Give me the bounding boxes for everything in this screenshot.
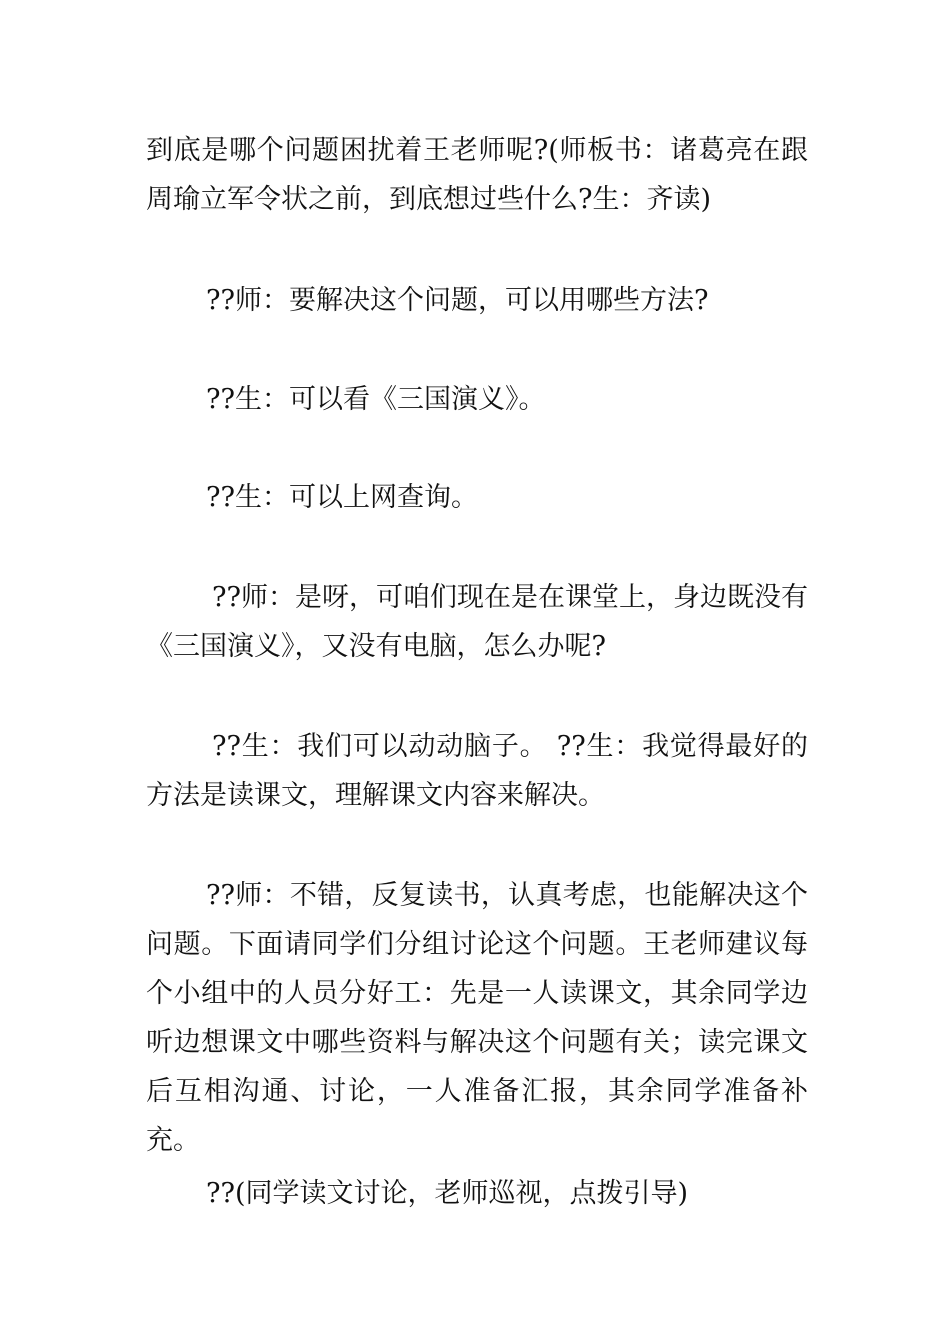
paragraph-3: ??生：可以看《三国演义》。: [206, 384, 546, 415]
paragraph-5: ??师：是呀，可咱们现在是在课堂上，身边既没有《三国演义》，又没有电脑，怎么办呢?: [146, 582, 808, 662]
paragraph-6: ??生：我们可以动动脑子。 ??生：我觉得最好的方法是读课文，理解课文内容来解决。: [146, 731, 808, 811]
paragraph-2: ??师：要解决这个问题，可以用哪些方法?: [206, 285, 709, 316]
paragraph-7: ??师：不错，反复读书，认真考虑，也能解决这个问题。下面请同学们分组讨论这个问题。王老师建议每个小组中的人员分好工：先是一人读课文，其余同学边听边想课文中哪些资料与解决这个问题有关；读完课文后互相沟通、讨论，一人准备汇报，其余同学准备补充。: [146, 880, 808, 1156]
paragraph-1: 到底是哪个问题困扰着王老师呢?(师板书：诸葛亮在跟周瑜立军令状之前，到底想过些什么?生：齐读): [146, 135, 808, 215]
paragraph-4: ??生：可以上网查询。: [206, 482, 478, 513]
paragraph-8: ??(同学读文讨论，老师巡视，点拨引导): [206, 1178, 689, 1209]
